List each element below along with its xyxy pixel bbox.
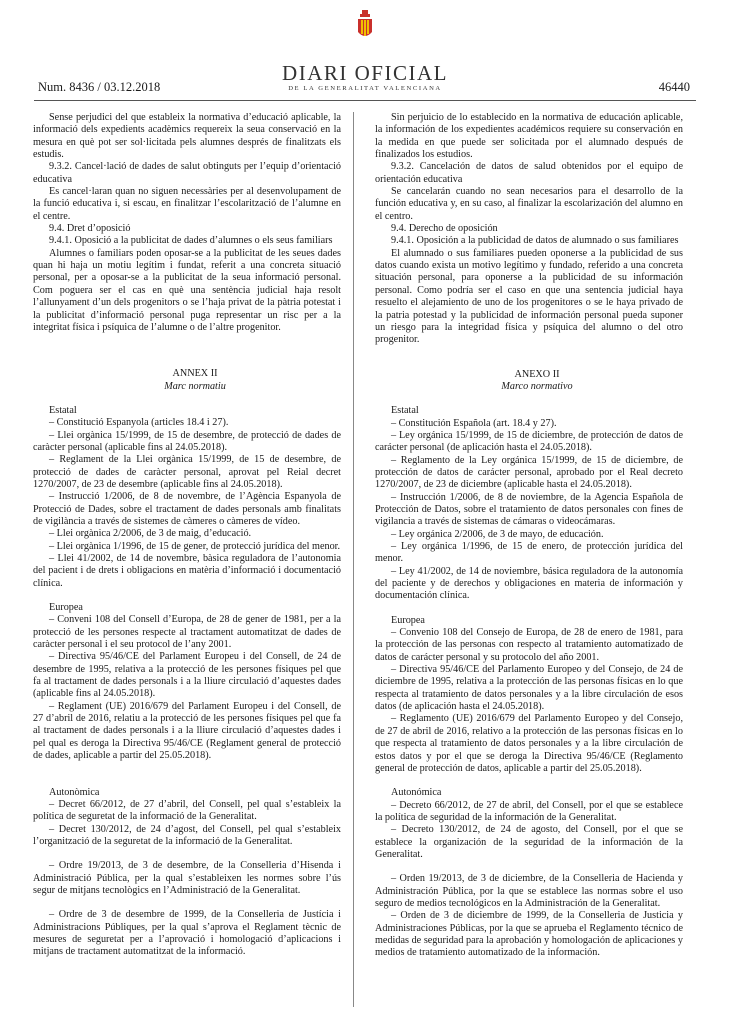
page-header (0, 0, 730, 100)
annex-subtitle: Marc normatiu (164, 380, 226, 392)
group-heading: Estatal (391, 405, 419, 417)
group-heading: Autonómica (391, 787, 442, 799)
header-rule (34, 100, 696, 101)
section-heading: 9.4. Derecho de oposición (391, 223, 498, 235)
list-item: – Reglament (UE) 2016/679 del Parlament Europeu i del Consell, de 27 d’abril de 2016, relatiu a la protecció de les persones físiques pel que fa al tractament de dades personals i a la lliure circulació d’aquestes dades i pel qual es deroga la Directiva 95/46/CE (Reglament general de protecció de dades, aplicable a partir del 25.05.2018). (33, 700, 341, 762)
list-item: – Directiva 95/46/CE del Parlament Europeu i del Consell, de 24 de desembre de 1995, relativa a la protecció de les persones físiques pel que fa al tractament de dades personals i a la lliure circulació d’aquestes dades (aplicable fins al 24.05.2018). (33, 651, 341, 700)
list-item: – Ley orgánica 15/1999, de 15 de diciembre, de protección de datos de carácter personal (de aplicación hasta el 24.05.2018). (375, 429, 683, 454)
list-item: – Constitució Espanyola (articles 18.4 i 27). (49, 417, 229, 429)
masthead-subtitle: DE LA GENERALITAT VALENCIANA (288, 85, 442, 92)
list-item: – Instrucción 1/2006, de 8 de noviembre, de la Agencia Española de Protección de Datos, sobre el tratamiento de datos personales con fines de vigilancia a través de sistemas de cámaras o videocámaras. (375, 491, 683, 528)
section-heading: 9.3.2. Cancel·lació de dades de salut obtinguts per l’equip d’orientació educativa (33, 161, 341, 185)
annex-subtitle: Marco normativo (501, 380, 573, 392)
list-item: – Convenio 108 del Consejo de Europa, de 28 de enero de 1981, para la protección de las personas con respecto al tratamiento automatizado de datos de carácter personal y su protocolo del año 2001. (375, 627, 683, 663)
list-item: – Decret 130/2012, de 24 d’agost, del Consell, pel qual s’estableix l’organització de la seguretat de la informació de la Generalitat. (33, 823, 341, 847)
list-item: – Ordre 19/2013, de 3 de desembre, de la Conselleria d’Hisenda i Administració Pública, per la qual s’estableixen les normes sobre l’ús segur de mitjans tecnològics en l’Administració de la Generalitat. (33, 860, 341, 896)
group-heading: Autonòmica (49, 786, 100, 798)
column-divider (353, 112, 354, 1007)
list-item: – Llei 41/2002, de 14 de novembre, bàsica reguladora de l’autonomia del pacient i de drets i obligacions en matèria d’informació i documentació clínica. (33, 553, 341, 589)
generalitat-crest-icon (356, 10, 374, 44)
paragraph: Es cancel·laran quan no siguen necessàries per al desenvolupament de la funció educativa i, si escau, en finalitzar l’escolarització de l’alumne en el centre. (33, 186, 341, 222)
list-item: – Decret 66/2012, de 27 d’abril, del Consell, pel qual s’estableix la política de seguretat de la informació de la Generalitat. (33, 798, 341, 823)
list-item: – Reglamento de la Ley orgánica 15/1999, de 15 de diciembre, de protección de datos de carácter personal, aprobado por el Real decreto 1270/2007, de 23 de diciembre (aplicable hasta el 24.05.2018). (375, 454, 683, 491)
list-item: – Reglamento (UE) 2016/679 del Parlamento Europeo y del Consejo, de 27 de abril de 2016, relativo a la protección de las personas físicas en lo que respecta al tratamiento de datos personales y a la libre circulación de estos datos y por el que se deroga la Directiva 95/46/CE (Reglamento general de protección de datos, aplicable a partir del 25.05.2018). (375, 713, 683, 774)
paragraph: El alumnado o sus familiares pueden oponerse a la publicidad de sus datos cuando exista un motivo legítimo y fundado, referido a una concreta situación personal, para oponerse a la publicidad de su información personal. Como podría ser el caso en que una sentencia judicial haya resuelto el alejamiento de uno de los progenitores o se le haya privado de la patria potestad y la publicidad de información personal pueda suponer un riesgo para la integridad física y psíquica del alumno o del otro progenitor. (375, 247, 683, 346)
bulletin-number: Num. 8436 / 03.12.2018 (38, 80, 161, 94)
list-item: – Decreto 130/2012, de 24 de agosto, del Consell, por el que se establece la organización de la seguridad de la información de la Generalitat. (375, 824, 683, 860)
list-item: – Directiva 95/46/CE del Parlamento Europeo y del Consejo, de 24 de diciembre de 1995, relativa a la protección de las personas físicas en lo que respecta al tratamiento de datos personales y a la libre circulación de esos datos (de aplicación hasta el 24.05.2018). (375, 664, 683, 713)
paragraph: Sin perjuicio de lo establecido en la normativa de educación aplicable, la información de los expedientes académicos requiere su conservación en la medida en que puede ser solicitada por el alumnado después de finalizados los estudios. (375, 112, 683, 161)
list-item: – Constitución Española (art. 18.4 y 27). (391, 417, 557, 429)
group-heading: Estatal (49, 404, 77, 416)
group-heading: Europea (49, 602, 83, 614)
list-item: – Orden 19/2013, de 3 de diciembre, de la Conselleria de Hacienda y Administración Pública, por la que se establece las normas sobre el uso seguro de medios tecnológicos en la Administración de la Generalitat. (375, 873, 683, 909)
list-item: – Ley 41/2002, de 14 de noviembre, básica reguladora de la autonomía del paciente y de derechos y obligaciones en materia de información y documentación clínica. (375, 565, 683, 602)
masthead (0, 62, 730, 92)
section-heading: 9.3.2. Cancelación de datos de salud obtenidos por el equipo de orientación educativa (375, 161, 683, 185)
section-heading: 9.4. Dret d’oposició (49, 223, 131, 235)
masthead-title: DIARI OFICIAL (282, 61, 448, 85)
column-spanish (375, 112, 683, 960)
list-item: – Decreto 66/2012, de 27 de abril, del Consell, por el que se establece la política de seguridad de la información de la Generalitat. (375, 799, 683, 823)
paragraph: Se cancelarán cuando no sean necesarios para el desarrollo de la función educativa y, en su caso, al finalizar la escolarización del alumno en el centro. (375, 186, 683, 222)
section-heading: 9.4.1. Oposició a la publicitat de dades d’alumnes o els seus familiars (49, 235, 333, 247)
list-item: – Llei orgànica 2/2006, de 3 de maig, d’educació. (49, 528, 252, 540)
list-item: – Ley orgánica 1/1996, de 15 de enero, de protección jurídica del menor. (375, 541, 683, 565)
annex-title: ANNEX II (172, 368, 218, 380)
list-item: – Instrucció 1/2006, de 8 de novembre, de l’Agència Espanyola de Protecció de Dades, sobre el tractament de dades personals amb finalitats de vigilància a través de sistemes de càmeres o càmeres de vídeo. (33, 491, 341, 527)
list-item: – Ordre de 3 de desembre de 1999, de la Conselleria de Justícia i Administracions Públiques, per la qual s’aprova el Reglament tècnic de mesures de seguretat per a l’aprovació i homologació d’aplicacions i mitjans de tractament automatitzat de la informació. (33, 909, 341, 958)
list-item: – Conveni 108 del Consell d’Europa, de 28 de gener de 1981, per a la protecció de les persones respecte al tractament automatitzat de dades de caràcter personal i el seu protocol de l’any 2001. (33, 614, 341, 651)
group-heading: Europea (391, 614, 425, 626)
paragraph: Alumnes o familiars poden oposar-se a la publicitat de les seues dades quan hi haja un motiu legítim i fundat, referit a una concreta situació personal, per a oposar-se a la publicitat de la seua informació personal. Com poguera ser el cas en què una sentència judicial haja resolt l’allunyament d’un dels progenitors o se l’haja privat de la pàtria potestat i la publicitat d’informació personal puga representar un risc per a la integritat física i psíquica de l’alumne o de l’altre progenitor. (33, 247, 341, 333)
annex-title: ANEXO II (514, 368, 560, 380)
list-item: – Reglament de la Llei orgànica 15/1999, de 15 de desembre, de protecció de dades de caràcter personal, aprovat pel Reial decret 1270/2007, de 23 de desembre (aplicable fins al 24.05.2018). (33, 454, 341, 490)
list-item: – Orden de 3 de diciembre de 1999, de la Conselleria de Justicia y Administraciones Públicas, por la que se aprueba el Reglamento técnico de medidas de seguridad para la aprobación y homologación de aplicaciones y medios de tratamiento automatizado de la información. (375, 910, 683, 959)
section-heading: 9.4.1. Oposición a la publicidad de datos de alumnado o sus familiares (391, 235, 679, 247)
list-item: – Llei orgànica 1/1996, de 15 de gener, de protecció jurídica del menor. (49, 540, 341, 552)
page-number: 46440 (658, 80, 690, 94)
list-item: – Llei orgànica 15/1999, de 15 de desembre, de protecció de dades de caràcter personal (aplicable fins al 24.05.2018). (33, 429, 341, 453)
paragraph: Sense perjudici del que estableix la normativa d’educació aplicable, la informació dels expedients acadèmics requereix la seua conservació en la mesura en què pot ser sol·licitada pels alumnes després de finalitzats els estudis. (33, 112, 341, 161)
list-item: – Ley orgánica 2/2006, de 3 de mayo, de educación. (391, 528, 604, 540)
column-valencian (33, 112, 341, 959)
